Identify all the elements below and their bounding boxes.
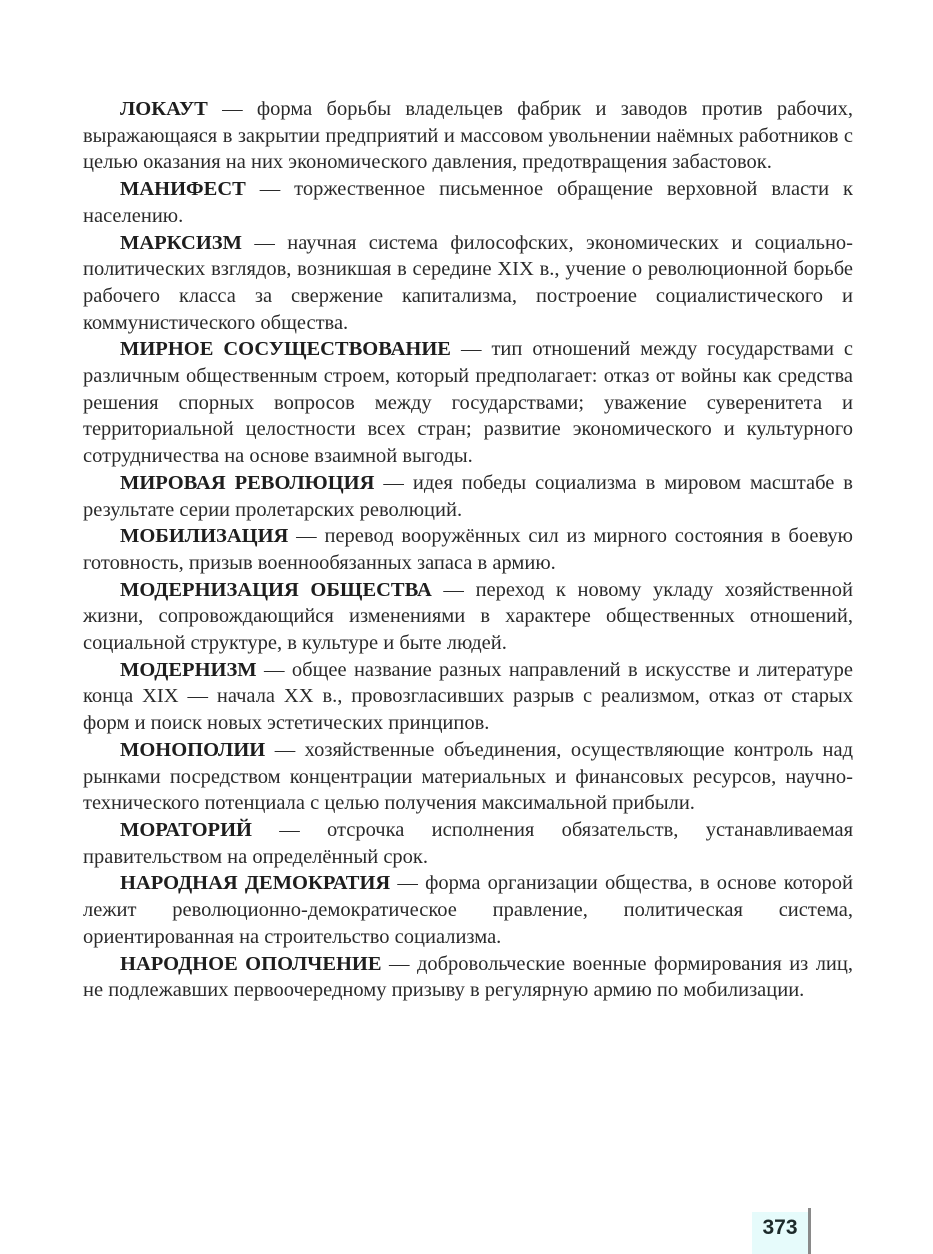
entry-definition: — научная система философских, экономических и социально-политических взглядов, возникшая в середине XIX в., учение о революционной борьбе рабочего класса за свержение капитализма, построение социалистического и коммунистического общества. [83,231,853,334]
entry-term: ЛОКАУТ [120,98,208,120]
entry-definition: — хозяйственные объединения, осуществляющие контроль над рынками посредством концентрации материальных и финансовых ресурсов, научно-технического потенциала с целью получения максимальной прибыли. [83,738,853,815]
entry-term: НАРОДНОЕ ОПОЛЧЕНИЕ [120,952,382,975]
glossary-entry [83,657,853,737]
entry-definition: — общее название разных направлений в искусстве и литературе конца XIX — начала XX в., провозгласивших разрыв с реализмом, отказ от старых форм и поиск новых эстетических принципов. [83,658,853,735]
entry-term: МАНИФЕСТ [120,178,246,201]
entry-definition: — форма организации общества, в основе которой лежит революционно-демократическое правление, политическая система, ориентированная на строительство социализма. [83,872,854,948]
entry-definition: — торжественное письменное обращение верховной власти к населению. [83,178,853,227]
glossary [83,96,853,1004]
entry-term: МОБИЛИЗАЦИЯ [120,525,289,548]
glossary-entry [83,737,853,817]
entry-term: МОДЕРНИЗМ [120,658,257,681]
entry-term: МОРАТОРИЙ [120,818,252,841]
entry-term: МАРКСИЗМ [120,231,242,254]
entry-term: МИРОВАЯ РЕВОЛЮЦИЯ [120,471,375,494]
glossary-entry [83,577,853,657]
glossary-entry [83,230,853,337]
entry-definition: — отсрочка исполнения обязательств, устанавливаемая правительством на определённый срок. [83,818,853,868]
entry-term: НАРОДНАЯ ДЕМОКРАТИЯ [120,872,391,895]
entry-definition: — тип отношений между государствами с различным общественным строем, который предполагает: отказ от войны как средства решения спорных вопросов между государствами; уважение суверенитета и территориальной целостности всех стран; развитие экономического и культурного сотрудничества на основе взаимной выгоды. [83,338,853,468]
entry-term: МОДЕРНИЗАЦИЯ ОБЩЕСТВА [120,578,432,601]
glossary-entry [83,523,853,576]
entry-definition: — добровольческие военные формирования из лиц, не подлежавших первоочередному призыву в регулярную армию по мобилизации. [83,952,853,1002]
glossary-entry [83,470,853,523]
entry-definition: — идея победы социализма в мировом масштабе в результате серии пролетарских революций. [83,471,853,521]
page-edge-bar [808,1208,811,1254]
entry-definition: — переход к новому укладу хозяйственной жизни, сопровождающийся изменениями в характере общественных отношений, социальной структуре, в культуре и быте людей. [83,578,853,655]
glossary-entry [83,817,853,870]
glossary-entry [83,951,853,1004]
glossary-entry [83,96,853,176]
glossary-entry [83,336,853,470]
page-number: 373 [752,1212,808,1254]
glossary-entry [83,870,853,950]
entry-term: МОНОПОЛИИ [120,738,266,761]
entry-definition: — перевод вооружённых сил из мирного состояния в боевую готовность, призыв военнообязанных запаса в армию. [83,525,853,574]
glossary-entry [83,176,853,229]
entry-term: МИРНОЕ СОСУЩЕСТВОВАНИЕ [120,338,451,361]
entry-definition: — форма борьбы владельцев фабрик и заводов против рабочих, выражающаяся в закрытии предприятий и массовом увольнении наёмных работников с целью оказания на них экономического давления, предотвращения забастовок. [83,98,853,174]
